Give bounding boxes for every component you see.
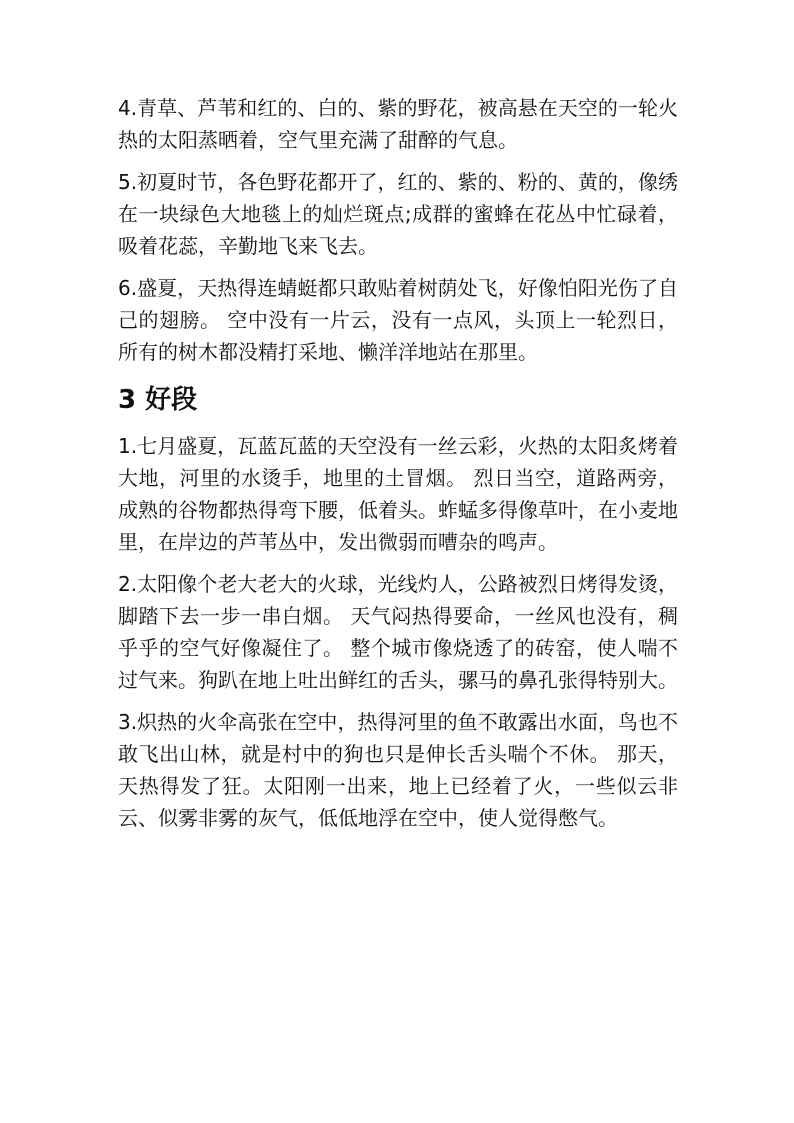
good-paragraph-3: 3.炽热的火伞高张在空中，热得河里的鱼不敢露出水面，鸟也不敢飞出山林，就是村中的狗也只是伸长舌头喘个不休。 那天，天热得发了狂。太阳刚一出来，地上已经着了火，一些似云非云、似雾非雾的灰气，低低地浮在空中，使人觉得憋气。 <box>118 710 678 830</box>
paragraph-5: 5.初夏时节，各色野花都开了，红的、紫的、粉的、黄的，像绣在一块绿色大地毯上的灿烂斑点;成群的蜜蜂在花丛中忙碌着，吸着花蕊，辛勤地飞来飞去。 <box>118 170 678 258</box>
good-paragraph-2: 2.太阳像个老大老大的火球，光线灼人，公路被烈日烤得发烫，脚踏下去一步一串白烟。 天气闷热得要命，一丝风也没有，稠乎乎的空气好像凝住了。 整个城市像烧透了的砖窑，使人喘不过气来。狗趴在地上吐出鲜红的舌头，骡马的鼻孔张得特别大。 <box>118 572 678 692</box>
section-heading: 3 好段 <box>118 385 198 415</box>
paragraph-4: 4.青草、芦苇和红的、白的、紫的野花，被高悬在天空的一轮火热的太阳蒸晒着，空气里充满了甜醉的气息。 <box>118 96 678 152</box>
good-paragraph-1: 1.七月盛夏，瓦蓝瓦蓝的天空没有一丝云彩，火热的太阳炙烤着大地，河里的水烫手，地里的土冒烟。 烈日当空，道路两旁，成熟的谷物都热得弯下腰，低着头。蚱蜢多得像草叶，在小麦地里，在岸边的芦苇丛中，发出微弱而嘈杂的鸣声。 <box>118 434 678 554</box>
paragraph-6: 6.盛夏，天热得连蜻蜓都只敢贴着树荫处飞，好像怕阳光伤了自己的翅膀。 空中没有一片云，没有一点风，头顶上一轮烈日，所有的树木都没精打采地、懒洋洋地站在那里。 <box>118 276 678 364</box>
document-page <box>118 92 678 844</box>
